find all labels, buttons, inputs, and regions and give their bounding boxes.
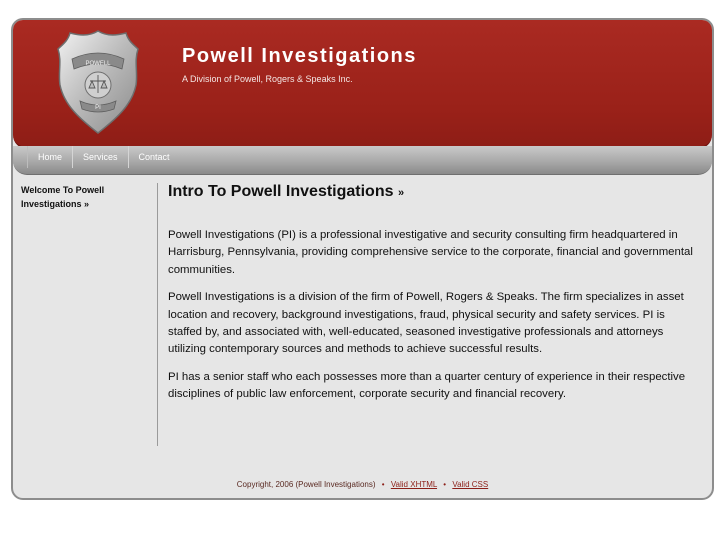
site-footer bbox=[13, 480, 712, 489]
site-header bbox=[13, 20, 712, 149]
sidebar-link-welcome[interactable]: Welcome To Powell Investigations bbox=[21, 185, 105, 209]
column-divider bbox=[157, 183, 158, 446]
nav-item-home[interactable]: Home bbox=[27, 146, 72, 168]
sidebar bbox=[21, 183, 146, 211]
copyright-text: Copyright, 2006 (Powell Investigations) bbox=[236, 480, 376, 489]
nav-bar bbox=[13, 146, 712, 175]
main-content bbox=[168, 183, 698, 414]
page-heading bbox=[168, 183, 698, 201]
valid-xhtml-link[interactable]: Valid XHTML bbox=[390, 480, 438, 489]
footer-separator: • bbox=[443, 480, 447, 489]
site-title: Powell Investigations bbox=[182, 45, 417, 67]
badge-text-top: POWELL bbox=[85, 61, 111, 67]
page-heading-text: Intro To Powell Investigations bbox=[168, 183, 394, 200]
police-badge-logo bbox=[56, 29, 140, 135]
badge-text-bottom: PI bbox=[95, 105, 101, 111]
page-heading-arrow: » bbox=[397, 187, 405, 199]
site-subtitle: A Division of Powell, Rogers & Speaks Inc. bbox=[182, 74, 353, 84]
nav-item-services[interactable]: Services bbox=[72, 146, 128, 168]
intro-paragraph-2: Powell Investigations is a division of the firm of Powell, Rogers & Speaks. The firm specializes in asset location and recovery, background investigations, fraud, physical security and safety services. PI is staffed by, and associated with, well-educated, seasoned investigative professionals and attorneys utilizing contemporary sources and methods to achieve successful results. bbox=[168, 291, 684, 356]
sidebar-arrow: » bbox=[84, 199, 90, 209]
intro-paragraph-1: Powell Investigations (PI) is a professional investigative and security consulting firm headquartered in Harrisburg, Pennsylvania, providing comprehensive service to the corporate, financial and governmental communities. bbox=[168, 229, 693, 276]
footer-separator: • bbox=[381, 480, 385, 489]
nav-menu bbox=[27, 146, 180, 168]
intro-paragraph-3: PI has a senior staff who each possesses more than a quarter century of experience in their respective disciplines of public law enforcement, corporate security and financial recovery. bbox=[168, 370, 686, 401]
valid-css-link[interactable]: Valid CSS bbox=[452, 480, 489, 489]
page-frame bbox=[11, 18, 714, 500]
nav-item-contact[interactable]: Contact bbox=[128, 146, 180, 168]
